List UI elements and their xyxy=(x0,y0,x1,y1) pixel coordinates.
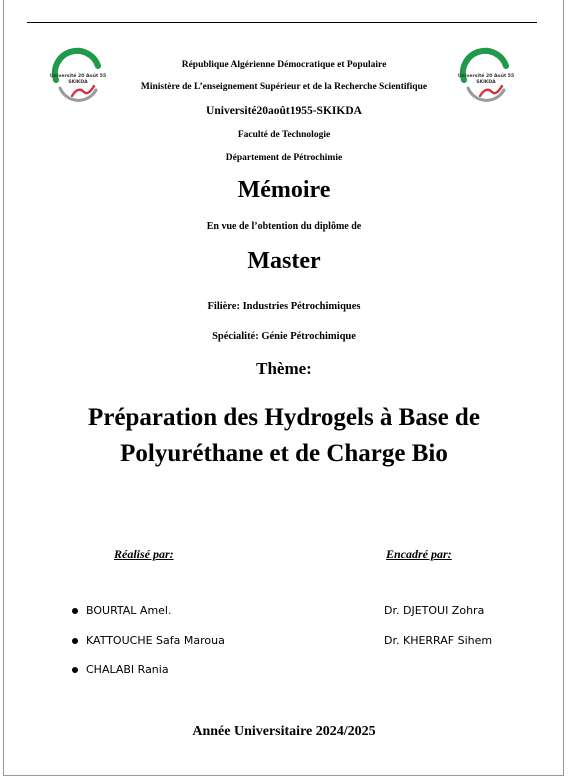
ministry-line: Ministère de L’enseignement Supérieur et de la Recherche Scientifique xyxy=(140,82,428,92)
university-logo-right xyxy=(456,46,516,106)
degree-name: Master xyxy=(247,248,321,274)
faculty-name: Faculté de Technologie xyxy=(237,130,331,140)
author-name: CHALABI Rania xyxy=(86,663,169,676)
logo-text-2: SKIKDA xyxy=(68,80,88,85)
bullet-icon xyxy=(72,638,78,644)
academic-year: Année Universitaire 2024/2025 xyxy=(192,724,376,739)
filiere-line: Filière: Industries Pétrochimiques xyxy=(207,301,361,312)
logo-text-2: SKIKDA xyxy=(476,80,496,85)
republic-line: République Algérienne Démocratique et Populaire xyxy=(181,60,387,70)
bullet-icon xyxy=(72,667,78,673)
supervisor-name: Dr. DJETOUI Zohra xyxy=(384,604,485,617)
university-logo-left-svg xyxy=(48,46,108,106)
thesis-title-line-2: Polyuréthane et de Charge Bio xyxy=(120,440,448,467)
logo-text-1: Université 20 Août 55 xyxy=(49,74,107,79)
document-type: Mémoire xyxy=(237,177,331,203)
author-name: KATTOUCHE Safa Maroua xyxy=(86,634,225,647)
degree-purpose: En vue de l’obtention du diplôme de xyxy=(206,221,362,232)
author-item xyxy=(72,663,169,676)
logo-text-1: Université 20 Août 55 xyxy=(457,74,515,79)
authors-label: Réalisé par: xyxy=(114,547,174,561)
bullet-icon xyxy=(72,608,78,614)
thesis-title-line-1: Préparation des Hydrogels à Base de xyxy=(88,404,480,431)
department-name: Département de Pétrochimie xyxy=(225,153,343,163)
author-name: BOURTAL Amel. xyxy=(86,604,172,617)
supervisors-label: Encadré par: xyxy=(386,547,452,561)
university-logo-left xyxy=(48,46,108,106)
top-rule xyxy=(27,22,537,23)
author-item xyxy=(72,604,171,617)
theme-label: Thème: xyxy=(256,359,312,378)
author-item xyxy=(72,634,225,647)
specialite-line: Spécialité: Génie Pétrochimique xyxy=(212,331,356,342)
university-name: Université20août1955-SKIKDA xyxy=(206,105,362,117)
supervisor-name: Dr. KHERRAF Sihem xyxy=(384,634,493,647)
university-logo-right-svg xyxy=(456,46,516,106)
